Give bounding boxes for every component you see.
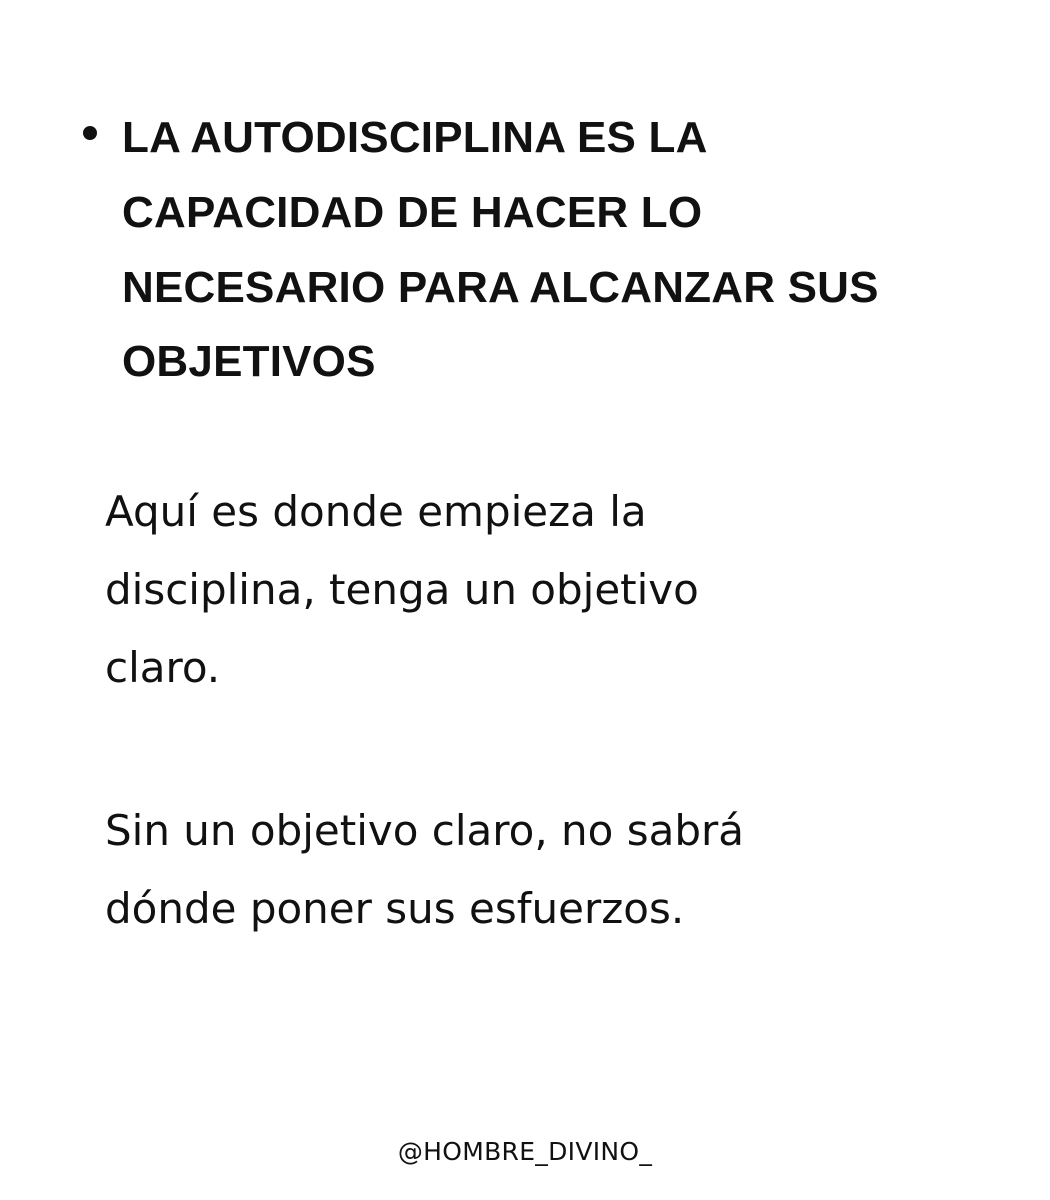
paragraph-1-line-2: disciplina, tenga un objetivo xyxy=(105,565,699,614)
paragraph-2-line-2: dónde poner sus esfuerzos. xyxy=(105,884,685,933)
paragraph-1-line-3: claro. xyxy=(105,643,221,692)
footer-handle: @HOMBRE_DIVINO_ xyxy=(397,1137,653,1166)
heading-line-2: CAPACIDAD DE HACER LO xyxy=(122,188,703,237)
paragraph-2-line-1: Sin un objetivo claro, no sabrá xyxy=(105,806,744,855)
heading-line-4: OBJETIVOS xyxy=(122,337,376,386)
heading-line-1: LA AUTODISCIPLINA ES LA xyxy=(122,113,708,162)
heading-line-3: NECESARIO PARA ALCANZAR SUS xyxy=(122,263,879,312)
paragraph-1-line-1: Aquí es donde empieza la xyxy=(105,487,647,536)
bullet-icon xyxy=(83,126,97,140)
